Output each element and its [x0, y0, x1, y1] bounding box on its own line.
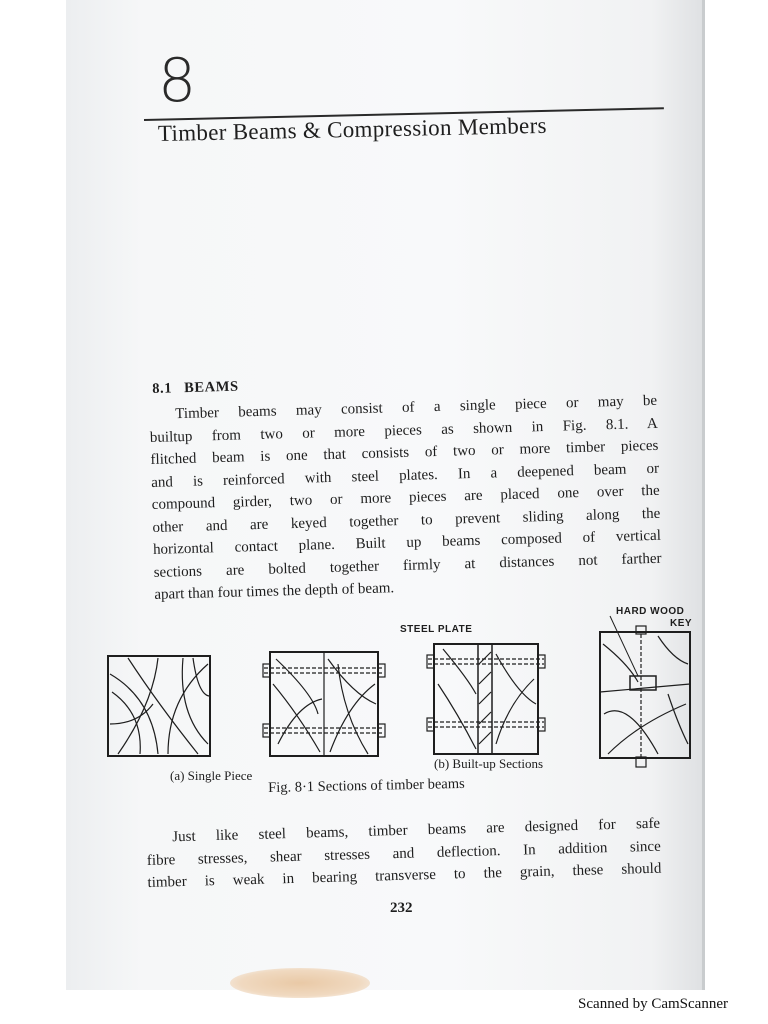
paragraph-design: [146, 813, 662, 895]
text-line: fibre stresses, shear stresses and deflection. In addition since: [146, 838, 661, 869]
text-line: compound girder, two or more pieces are placed one over the: [151, 482, 660, 513]
steel-plate-section: [427, 644, 545, 754]
page-number: 232: [390, 900, 413, 916]
text-line: sections are bolted together firmly at distances not farther: [153, 550, 662, 581]
thumb-shadow: [230, 968, 370, 998]
single-piece-section: [108, 656, 210, 756]
figure-8-1: [98, 604, 698, 804]
text-line: Just like steel beams, timber beams are designed for safe: [172, 815, 661, 846]
figure-caption: Fig. 8·1 Sections of timber beams: [268, 775, 465, 796]
text-line: timber is weak in bearing transverse to the grain, these should: [147, 860, 662, 891]
chapter-number: 8: [158, 46, 198, 116]
caption-single-piece: (a) Single Piece: [170, 768, 253, 783]
section-heading: [152, 378, 251, 398]
label-hard-wood: HARD WOOD: [616, 606, 685, 617]
section-number: 8.1: [152, 380, 173, 397]
paragraph-beams: [149, 390, 662, 607]
scan-background: [0, 0, 66, 1024]
text-line: and is reinforced with steel plates. In a deepened beam or: [150, 460, 660, 491]
caption-built-up: (b) Built-up Sections: [434, 756, 544, 771]
text-line: flitched beam is one that consists of two or more timber pieces: [150, 437, 659, 468]
label-steel-plate: STEEL PLATE: [400, 624, 473, 635]
text-line: apart than four times the depth of beam.: [154, 580, 395, 603]
text-line: other and are keyed together to prevent sliding along the: [152, 505, 661, 536]
text-line: builtup from two or more pieces as shown in Fig. 8.1. A: [149, 415, 658, 446]
label-key: KEY: [670, 618, 693, 629]
keyed-section: [600, 616, 693, 767]
text-line: Timber beams may consist of a single piece or may be: [175, 392, 658, 423]
section-title: BEAMS: [183, 378, 239, 397]
scanner-watermark: Scanned by CamScanner: [578, 996, 728, 1012]
bolted-section: [263, 652, 385, 756]
text-line: horizontal contact plane. Built up beams composed of vertical: [152, 527, 662, 558]
chapter-title: Timber Beams & Compression Members: [157, 112, 548, 146]
